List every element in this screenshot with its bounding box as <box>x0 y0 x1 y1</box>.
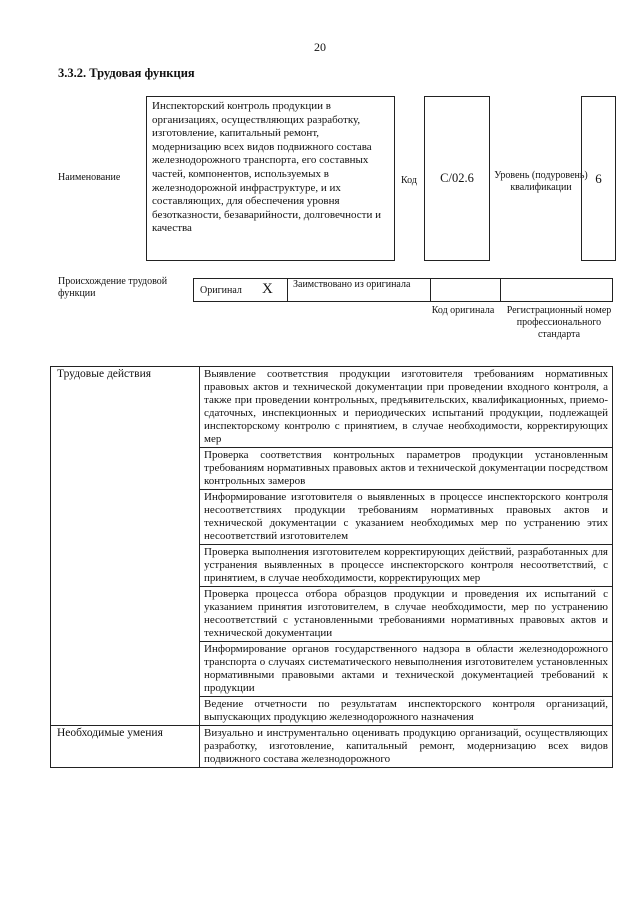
page-number: 20 <box>314 40 326 54</box>
table-row <box>51 726 613 768</box>
name-label: Наименование <box>58 172 121 183</box>
borrowed-label: Заимствовано из оригинала <box>293 279 411 290</box>
skill-item: Визуально и инструментально оценивать продукцию организаций, осуществляющих разработку, изготовление, капитальный ремонт, модернизацию всех видов подвижного состава железнодорожного <box>200 726 613 768</box>
origin-divider <box>287 278 288 302</box>
table-row <box>51 367 613 448</box>
level-value: 6 <box>595 170 602 186</box>
labor-action-item: Информирование изготовителя о выявленных в процессе инспекторского контроля несоответствиях продукции требованиям нормативных правовых актов и технической документации с указанием необходимых мер по устранению этих несоответствий изготовителем <box>200 490 613 545</box>
function-name-text: Инспекторский контроль продукции в организациях, осуществляющих разработку, изготовление, капитальный ремонт, модернизацию всех видов подвижного состава железнодорожного транспорта, его составных частей, компонентов, используемых в железнодорожной инфраструктуре, и их составляющих, для обеспечения уровня безотказности, безаварийности, долговечности и качества <box>152 100 382 235</box>
skills-label: Необходимые умения <box>51 726 200 768</box>
original-mark: X <box>262 281 273 297</box>
labor-action-item: Проверка процесса отбора образцов продукции и проведения их испытаний с указанием принятия изготовителем, в случае необходимости, мер по устранению несоответствий с установленными требованиями нормативных правовых актов и технической документации <box>200 587 613 642</box>
labor-action-item: Выявление соответствия продукции изготовителя требованиям нормативных правовых актов и технической документации при проведении входного контроля, а также при проведении контрольных, предъявительских, квалификационных, приемо-сдаточных, инспекционных и периодических испытаний продукции, подлежащей инспекторскому контролю с принятием, в случае необходимости, корректирующих мер <box>200 367 613 448</box>
level-value-box <box>581 96 616 261</box>
reg-number-caption: Регистрационный номер профессионального стандарта <box>506 305 612 340</box>
code-label: Код <box>401 175 417 186</box>
section-heading: 3.3.2. Трудовая функция <box>58 66 195 80</box>
labor-action-item: Ведение отчетности по результатам инспекторского контроля организаций, выпускающих продукцию железнодорожного назначения <box>200 697 613 726</box>
labor-action-item: Проверка выполнения изготовителем корректирующих действий, разработанных для устранения выявленных в процессе инспекторского контроля несоответствий, с принятием, в случае необходимости, корректирующих мер <box>200 545 613 587</box>
origin-label: Происхождение трудовой функции <box>58 276 168 299</box>
labor-action-item: Информирование органов государственного надзора в области железнодорожного транспорта о случаях систематического невыполнения изготовителем установленных нормативными правовыми актами и технической документацией требований к продукции <box>200 642 613 697</box>
labor-actions-label: Трудовые действия <box>51 367 200 726</box>
origin-divider <box>430 278 431 302</box>
code-value-box <box>424 96 490 261</box>
origin-divider <box>500 278 501 302</box>
origin-table <box>193 278 613 302</box>
labor-functions-table <box>50 366 613 768</box>
origin-code-caption: Код оригинала <box>431 305 495 316</box>
original-label: Оригинал <box>200 285 242 296</box>
code-value: C/02.6 <box>440 171 474 185</box>
level-label-text: Уровень (подуровень) квалификации <box>494 170 588 193</box>
function-name-box <box>146 96 395 261</box>
level-label <box>494 162 588 202</box>
labor-action-item: Проверка соответствия контрольных параметров продукции установленным требованиям нормативных правовых актов и технической документации посредством контрольных замеров <box>200 448 613 490</box>
